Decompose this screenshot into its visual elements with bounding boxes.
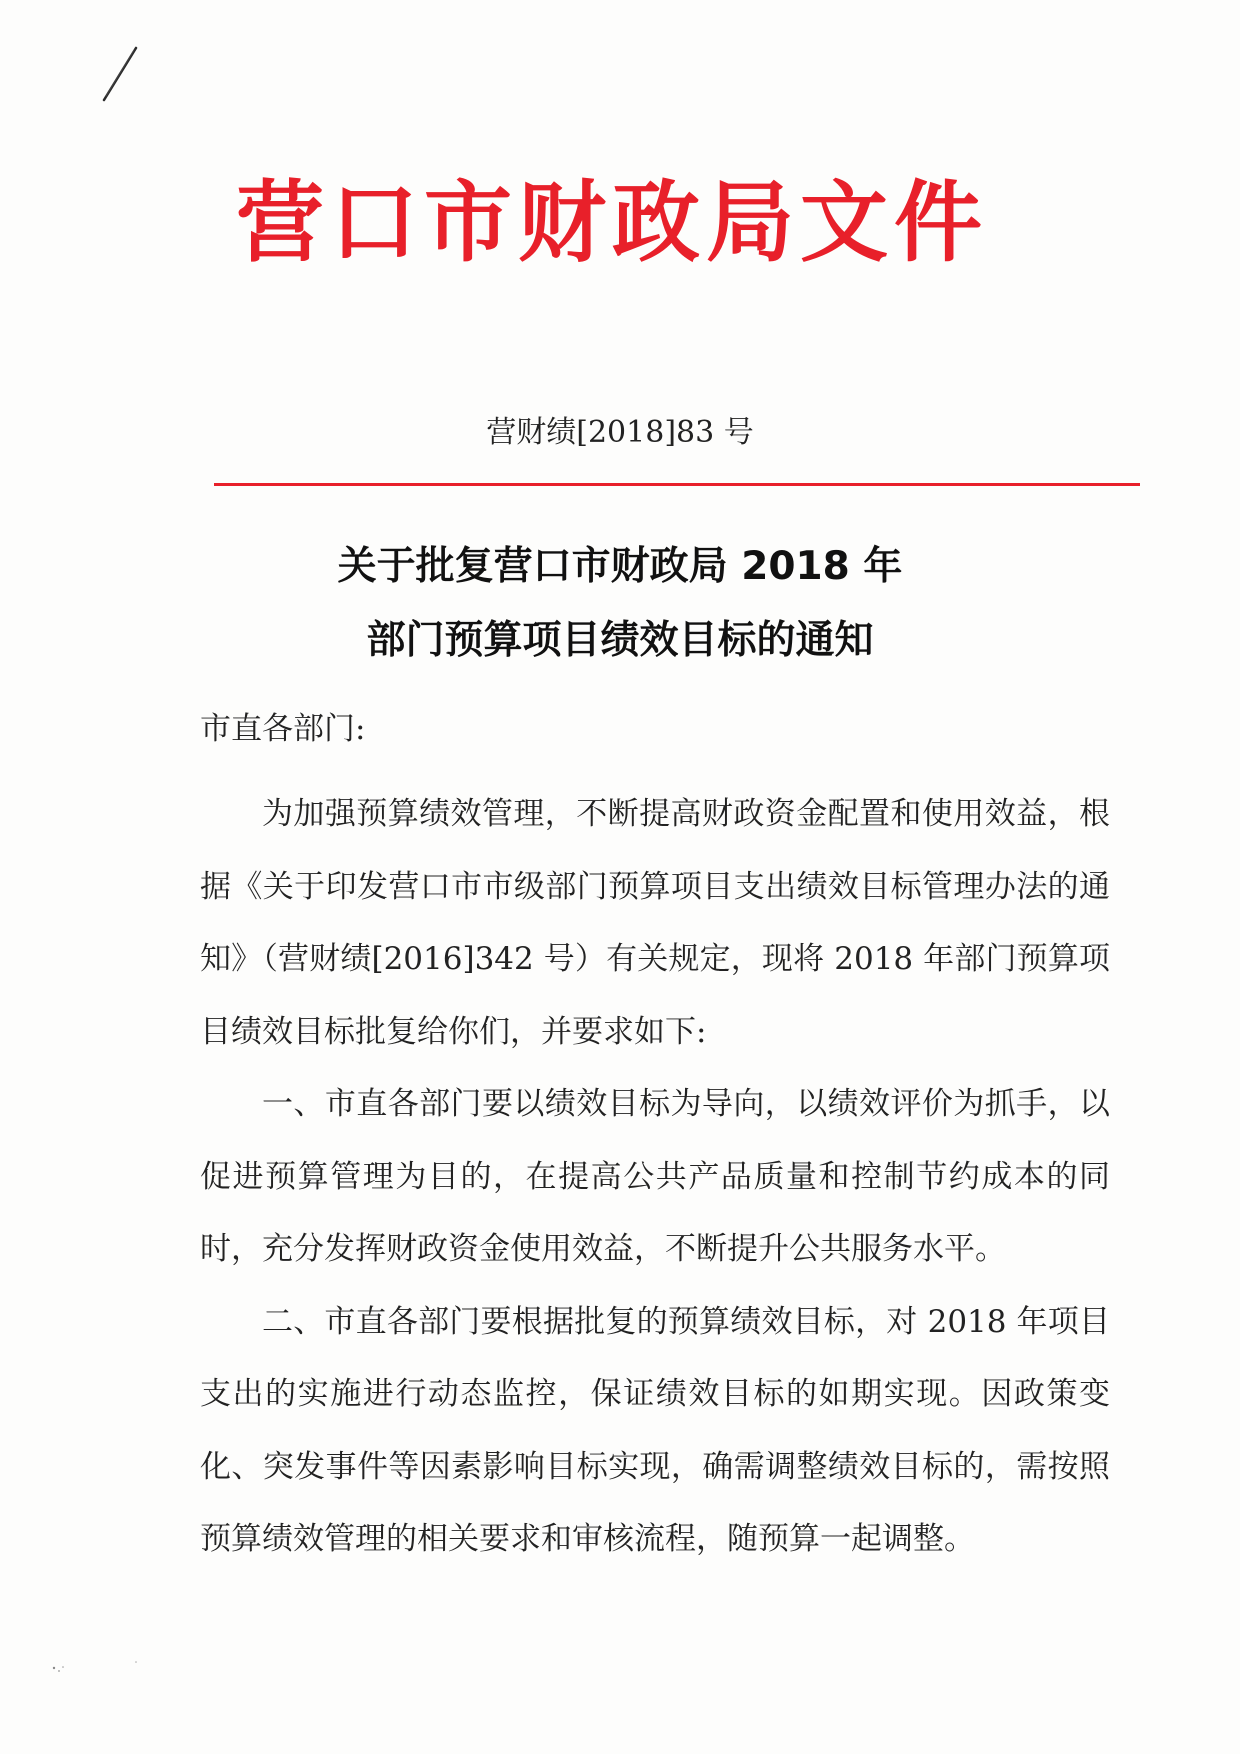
title-line-2: 部门预算项目绩效目标的通知 [366, 618, 874, 663]
issuer-header: 营口市财政局文件 [236, 171, 989, 274]
document-body [200, 778, 1110, 1576]
document-number: 营财绩[2018]83 号 [486, 415, 754, 450]
scan-specks [40, 1650, 160, 1690]
body-paragraph-intro: 为加强预算绩效管理，不断提高财政资金配置和使用效益，根据《关于印发营口市市级部门预算项目支出绩效目标管理办法的通知》（营财绩[2016]342 号）有关规定，现将 2018 年部门预算项目绩效目标批复给你们，并要求如下: [200, 796, 1110, 1050]
body-paragraph-one: 一、市直各部门要以绩效目标为导向，以绩效评价为抓手，以促进预算管理为目的，在提高公共产品质量和控制节约成本的同时，充分发挥财政资金使用效益，不断提升公共服务水平。 [200, 1086, 1110, 1267]
salutation: 市直各部门: [200, 711, 366, 747]
document-title [0, 530, 1240, 678]
pen-stroke-mark [96, 44, 144, 106]
body-paragraph-two: 二、市直各部门要根据批复的预算绩效目标，对 2018 年项目支出的实施进行动态监控，保证绩效目标的如期实现。因政策变化、突发事件等因素影响目标实现，确需调整绩效目标的，需按照预算绩效管理的相关要求和审核流程，随预算一起调整。 [200, 1303, 1110, 1557]
title-line-1: 关于批复营口市财政局 2018 年 [337, 544, 903, 589]
red-divider-line [214, 483, 1140, 486]
